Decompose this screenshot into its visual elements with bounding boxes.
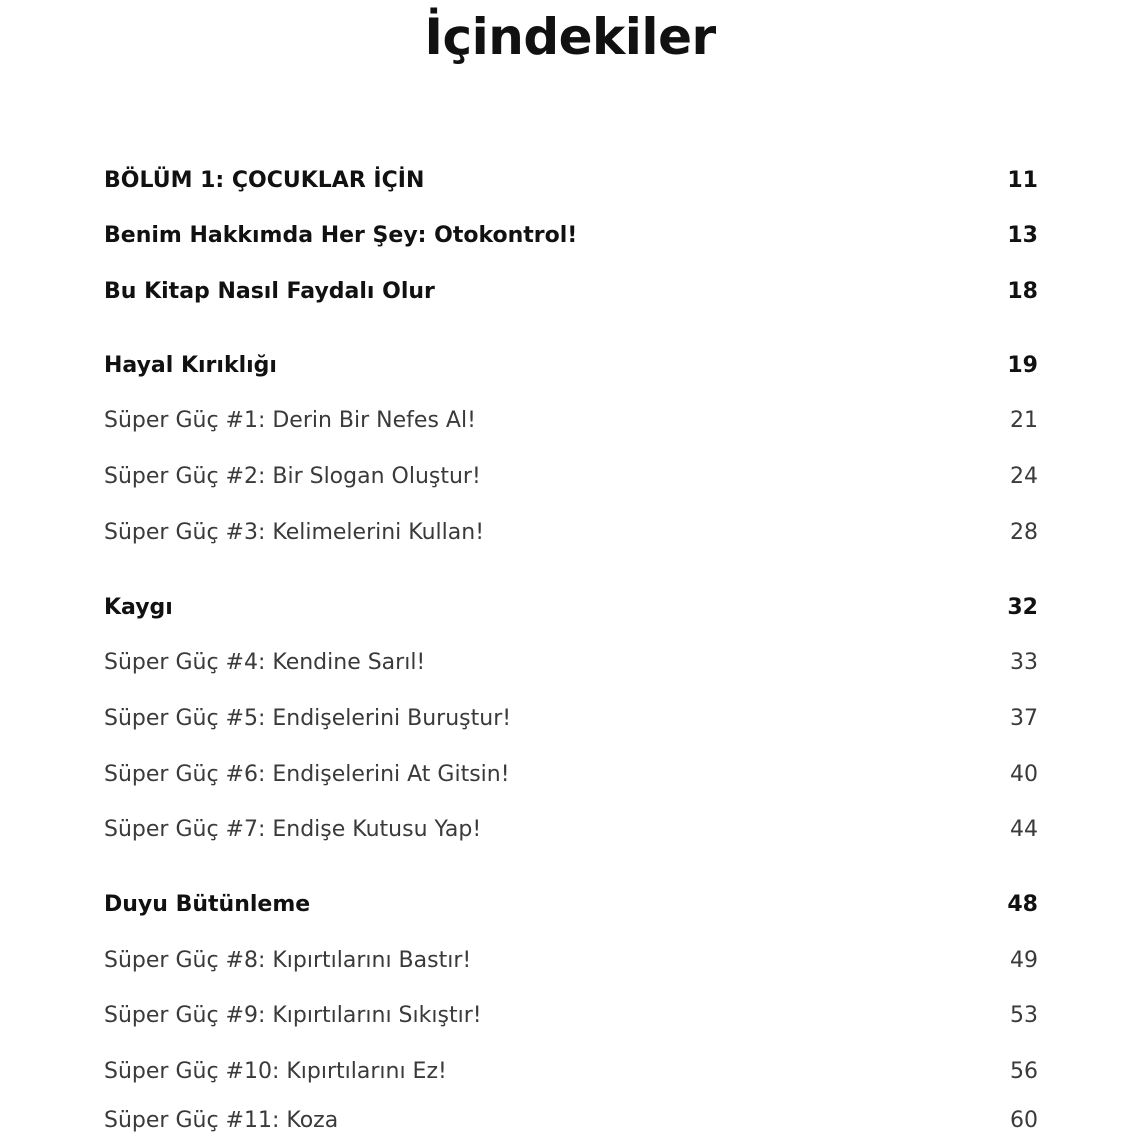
toc-page-number: 40 (1010, 761, 1038, 787)
toc-row[interactable] (104, 400, 1038, 440)
toc-entry-title: BÖLÜM 1: ÇOCUKLAR İÇİN (104, 167, 425, 193)
toc-row[interactable] (104, 642, 1038, 682)
toc-row[interactable] (104, 1051, 1038, 1091)
toc-row[interactable] (104, 512, 1038, 552)
toc-entry-title: Süper Güç #8: Kıpırtılarını Bastır! (104, 947, 472, 973)
toc-row[interactable] (104, 809, 1038, 849)
page-title: İçindekiler (424, 8, 716, 66)
toc-entry-title: Süper Güç #1: Derin Bir Nefes Al! (104, 407, 476, 433)
toc-page-number: 32 (1007, 594, 1038, 620)
toc-entry-title: Süper Güç #4: Kendine Sarıl! (104, 649, 426, 675)
toc-page-number: 44 (1010, 816, 1038, 842)
toc-page-number: 49 (1010, 947, 1038, 973)
toc-page-number: 56 (1010, 1058, 1038, 1084)
toc-row[interactable] (104, 456, 1038, 496)
toc-page-number: 11 (1007, 167, 1038, 193)
toc-row[interactable] (104, 271, 1038, 311)
toc-page-number: 53 (1010, 1002, 1038, 1028)
toc-row[interactable] (104, 754, 1038, 794)
toc-row[interactable] (104, 587, 1038, 627)
toc-row[interactable] (104, 884, 1038, 924)
toc-page-number: 33 (1010, 649, 1038, 675)
toc-entry-title: Süper Güç #3: Kelimelerini Kullan! (104, 519, 485, 545)
toc-entry-title: Süper Güç #9: Kıpırtılarını Sıkıştır! (104, 1002, 482, 1028)
toc-row[interactable] (104, 698, 1038, 738)
toc-row[interactable] (104, 995, 1038, 1035)
toc-row[interactable] (104, 160, 1038, 200)
toc-entry-title: Süper Güç #5: Endişelerini Buruştur! (104, 705, 512, 731)
toc-page-number: 37 (1010, 705, 1038, 731)
toc-row[interactable] (104, 940, 1038, 980)
toc-entry-title: Benim Hakkımda Her Şey: Otokontrol! (104, 222, 578, 248)
toc-page-number: 28 (1010, 519, 1038, 545)
toc-page-number: 18 (1007, 278, 1038, 304)
toc-entry-title: Hayal Kırıklığı (104, 352, 277, 378)
toc-entry-title: Süper Güç #10: Kıpırtılarını Ez! (104, 1058, 447, 1084)
toc-row[interactable] (104, 215, 1038, 255)
toc-row[interactable] (104, 1100, 1038, 1140)
toc-entry-title: Süper Güç #7: Endişe Kutusu Yap! (104, 816, 482, 842)
toc-entry-title: Bu Kitap Nasıl Faydalı Olur (104, 278, 435, 304)
toc-entry-title: Süper Güç #2: Bir Slogan Oluştur! (104, 463, 481, 489)
toc-entry-title: Duyu Bütünleme (104, 891, 311, 917)
toc-entry-title: Kaygı (104, 594, 173, 620)
toc-page-number: 60 (1010, 1107, 1038, 1133)
toc-page-number: 24 (1010, 463, 1038, 489)
toc-entry-title: Süper Güç #6: Endişelerini At Gitsin! (104, 761, 510, 787)
toc-page-number: 21 (1010, 407, 1038, 433)
toc-entry-title: Süper Güç #11: Koza (104, 1107, 339, 1133)
toc-page-number: 48 (1007, 891, 1038, 917)
toc-page-number: 13 (1007, 222, 1038, 248)
toc-page-number: 19 (1007, 352, 1038, 378)
toc-row[interactable] (104, 345, 1038, 385)
